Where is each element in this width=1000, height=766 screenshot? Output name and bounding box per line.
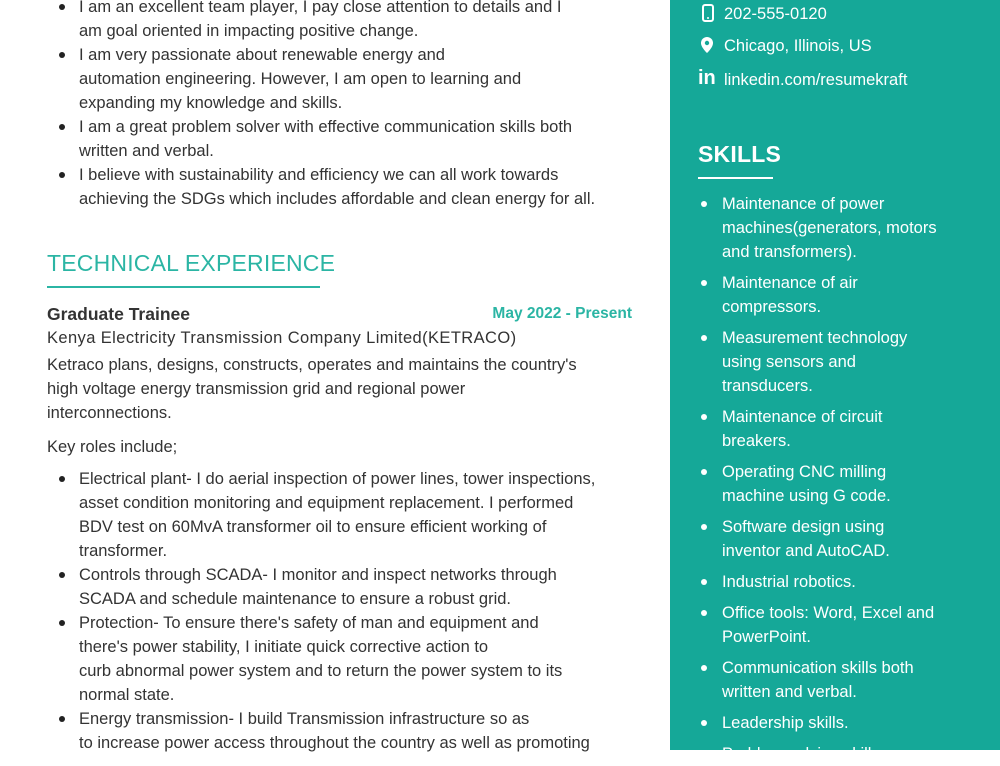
bullet-icon <box>701 201 707 207</box>
bullet-icon <box>701 414 707 420</box>
list-item-line: curb abnormal power system and to return the power system to its <box>79 662 563 680</box>
bullet-icon <box>701 665 707 671</box>
list-item-line: I believe with sustainability and efficiency we can all work towards <box>79 166 559 184</box>
description-line: Ketraco plans, designs, constructs, operates and maintains the country's <box>47 356 577 374</box>
list-item-line: Office tools: Word, Excel and <box>722 604 935 622</box>
bullet-icon <box>701 335 707 341</box>
list-item-line: to increase power access throughout the country as well as promoting <box>79 734 590 752</box>
bullet-icon <box>701 280 707 286</box>
list-item-line: I am an excellent team player, I pay close attention to details and I <box>79 0 562 16</box>
phone-icon <box>699 4 717 22</box>
heading-underline <box>47 286 320 288</box>
section-heading-skills: SKILLS <box>698 141 781 167</box>
list-item-line: Leadership skills. <box>722 714 849 732</box>
job-dates: May 2022 - Present <box>492 305 632 322</box>
heading-underline <box>698 177 773 179</box>
list-item-line: using sensors and <box>722 353 856 371</box>
list-item-line: achieving the SDGs which includes affordable and clean energy for all. <box>79 190 596 208</box>
bullet-icon <box>701 610 707 616</box>
list-item-line: breakers. <box>722 432 791 450</box>
list-item-line: transducers. <box>722 377 813 395</box>
list-item-line: normal state. <box>79 686 175 704</box>
description-line: high voltage energy transmission grid and regional power <box>47 380 466 398</box>
contact-location: Chicago, Illinois, US <box>724 37 872 55</box>
list-item-line: Protection- To ensure there's safety of man and equipment and <box>79 614 539 632</box>
list-item-line: written and verbal. <box>79 142 214 160</box>
list-item-line: Maintenance of circuit <box>722 408 883 426</box>
list-item-line: there's power stability, I initiate quick corrective action to <box>79 638 489 656</box>
list-item-line: BDV test on 60MvA transformer oil to ensure efficient working of <box>79 518 547 536</box>
list-item-line: Electrical plant- I do aerial inspection of power lines, tower inspections, <box>79 470 596 488</box>
location-pin-icon <box>698 36 716 54</box>
list-item-line: machine using G code. <box>722 487 891 505</box>
bullet-icon <box>59 620 65 626</box>
list-item-line: written and verbal. <box>722 683 857 701</box>
bullet-icon <box>59 476 65 482</box>
list-item-line: PowerPoint. <box>722 628 811 646</box>
list-item-line: Energy transmission- I build Transmission infrastructure so as <box>79 710 530 728</box>
bullet-icon <box>701 751 707 757</box>
list-item-line: am goal oriented in impacting positive change. <box>79 22 419 40</box>
bullet-icon <box>701 579 707 585</box>
roles-intro: Key roles include; <box>47 438 178 456</box>
list-item-line: inventor and AutoCAD. <box>722 542 890 560</box>
list-item-line: I am a great problem solver with effective communication skills both <box>79 118 573 136</box>
list-item-line: Communication skills both <box>722 659 914 677</box>
list-item-line: transformer. <box>79 542 168 560</box>
bullet-icon <box>59 572 65 578</box>
list-item-line: Controls through SCADA- I monitor and inspect networks through <box>79 566 557 584</box>
list-item-line: Maintenance of power <box>722 195 885 213</box>
bullet-icon <box>59 124 65 130</box>
bullet-icon <box>59 716 65 722</box>
list-item-line: automation engineering. However, I am open to learning and <box>79 70 522 88</box>
list-item-line: I am very passionate about renewable energy and <box>79 46 445 64</box>
description-line: interconnections. <box>47 404 172 422</box>
list-item-line: compressors. <box>722 298 822 316</box>
contact-phone: 202-555-0120 <box>724 5 827 23</box>
list-item-line: Software design using <box>722 518 885 536</box>
list-item-line: Industrial robotics. <box>722 573 856 591</box>
sidebar <box>670 0 1000 763</box>
bullet-icon <box>701 720 707 726</box>
job-title: Graduate Trainee <box>47 304 190 324</box>
bullet-icon <box>701 469 707 475</box>
list-item-line: Problem solving skills. <box>722 745 885 763</box>
bullet-icon <box>59 172 65 178</box>
list-item-line: SCADA and schedule maintenance to ensure a robust grid. <box>79 590 512 608</box>
list-item-line: and transformers). <box>722 243 857 261</box>
list-item-line: asset condition monitoring and equipment replacement. I performed <box>79 494 574 512</box>
section-heading-experience: TECHNICAL EXPERIENCE <box>47 250 336 276</box>
bullet-icon <box>59 52 65 58</box>
list-item-line: Operating CNC milling <box>722 463 887 481</box>
list-item-line: Measurement technology <box>722 329 908 347</box>
company-name: Kenya Electricity Transmission Company Limited(KETRACO) <box>47 329 517 347</box>
list-item-line: Maintenance of air <box>722 274 858 292</box>
list-item-line: machines(generators, motors <box>722 219 937 237</box>
bullet-icon <box>59 4 65 10</box>
list-item-line: expanding my knowledge and skills. <box>79 94 343 112</box>
bullet-icon <box>701 524 707 530</box>
contact-linkedin[interactable]: linkedin.com/resumekraft <box>724 71 908 89</box>
linkedin-icon: in <box>698 67 716 89</box>
